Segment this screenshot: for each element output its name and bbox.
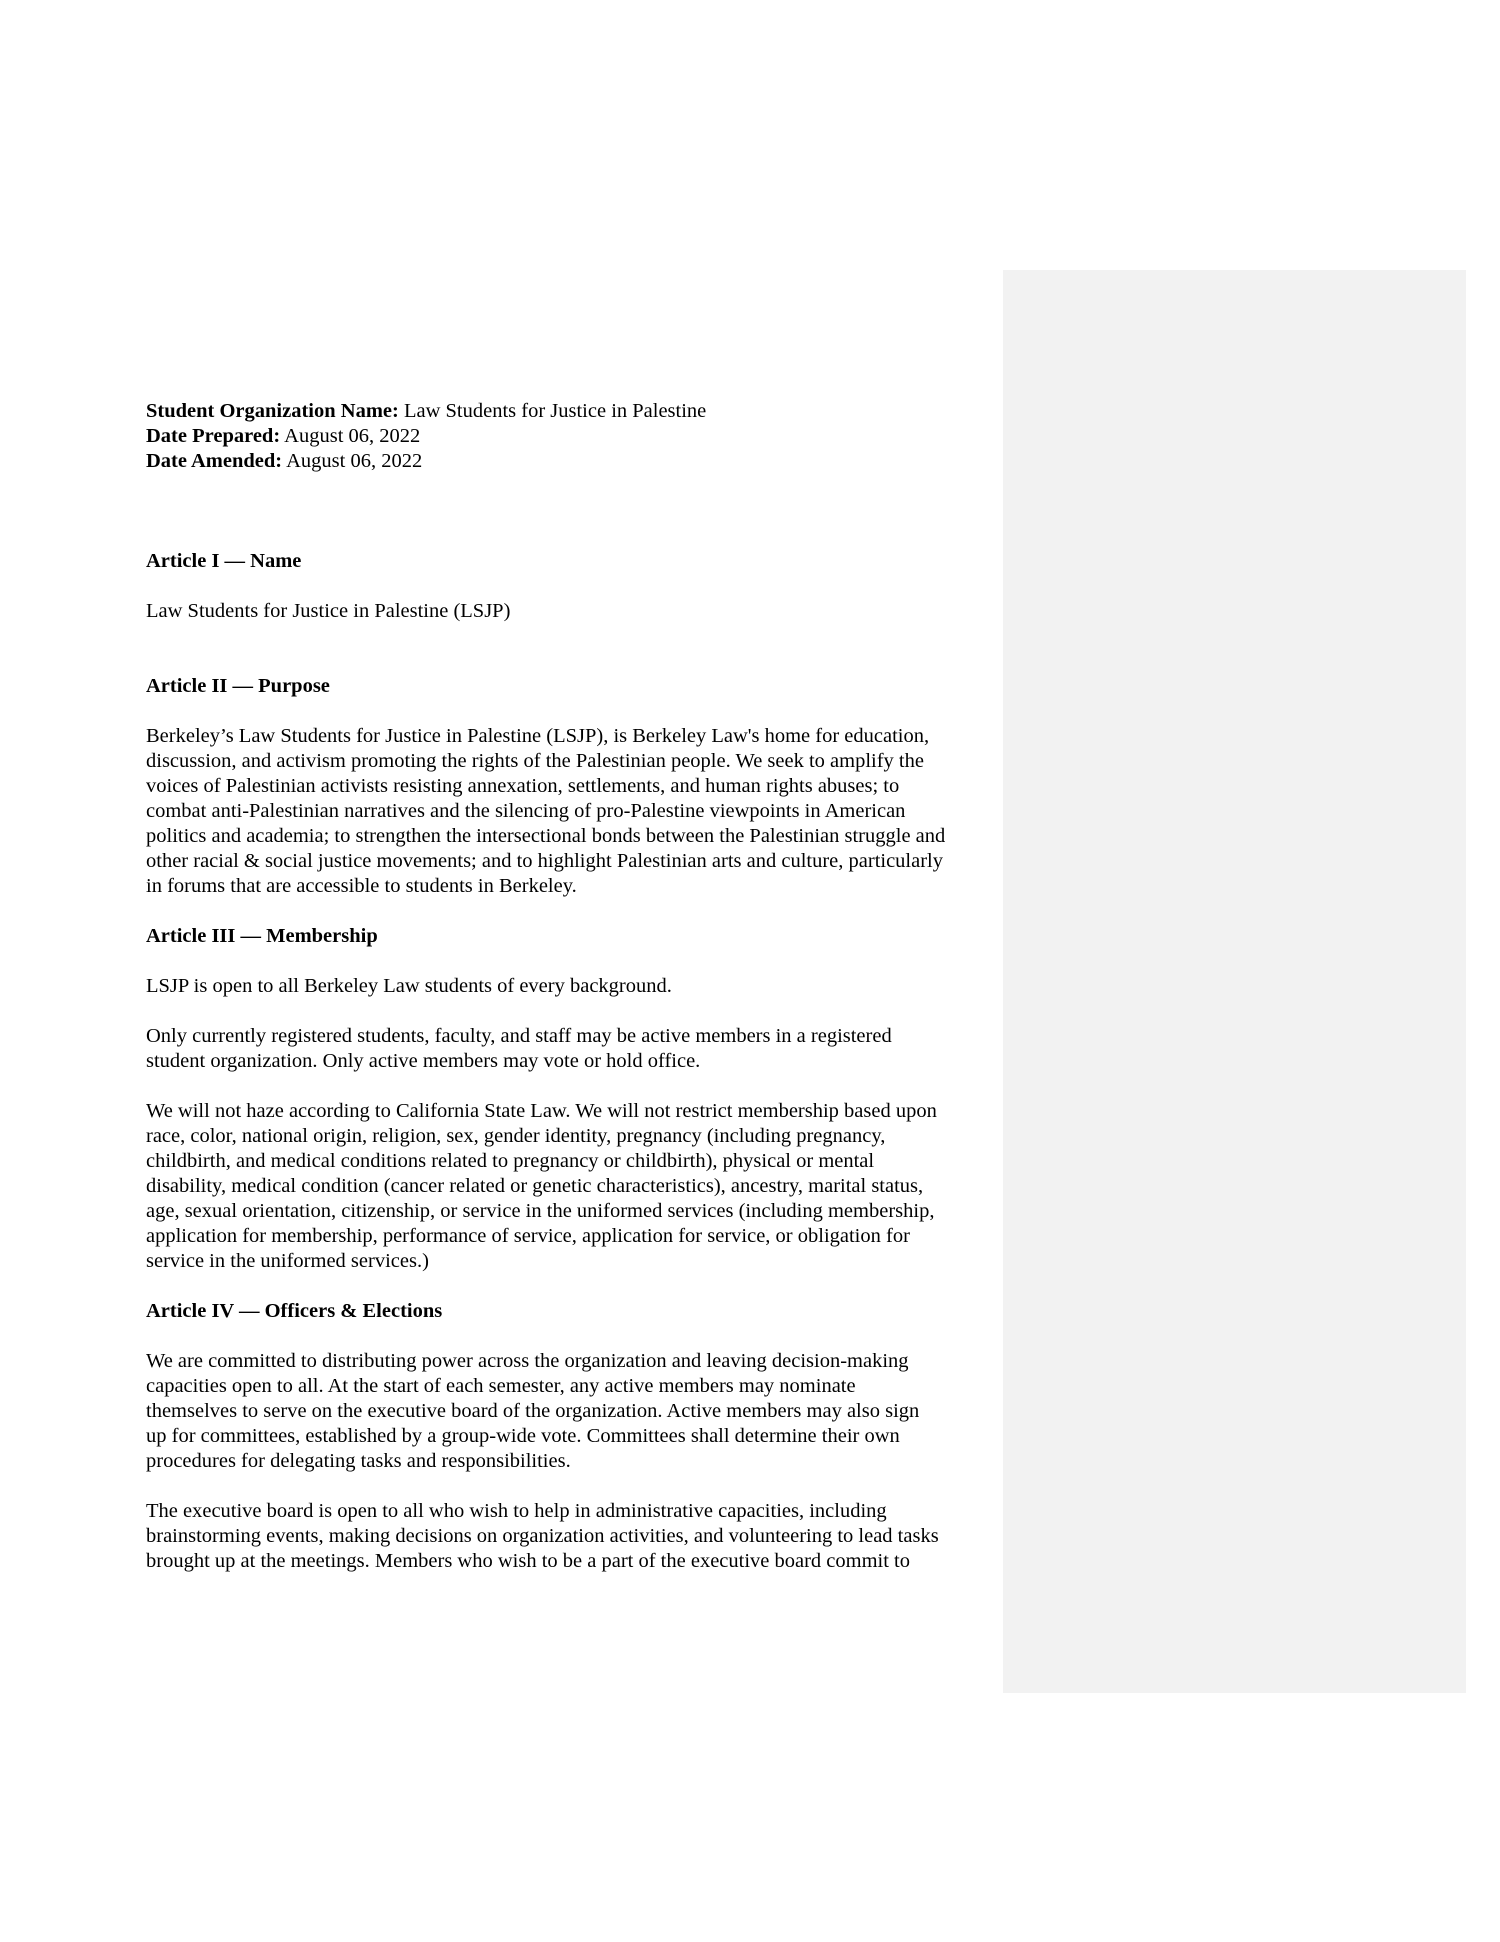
paragraph-line: application for membership, performance of service, application for service, or obligation for	[146, 1225, 910, 1247]
paragraph-line: brainstorming events, making decisions on organization activities, and volunteering to lead tasks	[146, 1525, 939, 1547]
paragraph-line: We will not haze according to California State Law. We will not restrict membership based upon	[146, 1100, 937, 1122]
article-paragraph	[146, 1099, 996, 1274]
org-name-label: Student Organization Name:	[146, 400, 399, 422]
date-prepared-line	[146, 424, 996, 449]
document-body	[146, 399, 996, 1574]
paragraph-line: childbirth, and medical conditions related to pregnancy or childbirth), physical or mental	[146, 1150, 875, 1172]
article-heading: Article III — Membership	[146, 925, 378, 947]
article-3	[146, 924, 996, 1274]
paragraph-line: discussion, and activism promoting the rights of the Palestinian people. We seek to amplify the	[146, 750, 924, 772]
paragraph-line: procedures for delegating tasks and responsibilities.	[146, 1450, 571, 1472]
date-prepared-label: Date Prepared:	[146, 425, 281, 447]
article-heading: Article II — Purpose	[146, 675, 330, 697]
comment-margin-panel	[1003, 270, 1466, 1693]
paragraph-line: brought up at the meetings. Members who wish to be a part of the executive board commit to	[146, 1550, 911, 1572]
paragraph-line: The executive board is open to all who wish to help in administrative capacities, including	[146, 1500, 887, 1522]
date-amended-value: August 06, 2022	[282, 450, 423, 472]
article-4	[146, 1299, 996, 1574]
paragraph-line: politics and academia; to strengthen the intersectional bonds between the Palestinian struggle and	[146, 825, 946, 847]
paragraph-line: age, sexual orientation, citizenship, or service in the uniformed services (including membership,	[146, 1200, 935, 1222]
paragraph-line: Law Students for Justice in Palestine (LSJP)	[146, 600, 511, 622]
date-amended-line	[146, 449, 996, 474]
document-header	[146, 399, 996, 474]
paragraph-line: We are committed to distributing power across the organization and leaving decision-making	[146, 1350, 909, 1372]
date-prepared-value: August 06, 2022	[280, 425, 421, 447]
paragraph-line: voices of Palestinian activists resisting annexation, settlements, and human rights abuses; to	[146, 775, 900, 797]
paragraph-line: race, color, national origin, religion, sex, gender identity, pregnancy (including pregnancy,	[146, 1125, 886, 1147]
paragraph-line: capacities open to all. At the start of each semester, any active members may nominate	[146, 1375, 856, 1397]
article-paragraph	[146, 1499, 996, 1574]
article-heading: Article I — Name	[146, 550, 302, 572]
article-2	[146, 674, 996, 899]
article-heading: Article IV — Officers & Elections	[146, 1300, 443, 1322]
org-name-value: Law Students for Justice in Palestine	[398, 400, 707, 422]
article-paragraph	[146, 1024, 996, 1074]
article-paragraph	[146, 974, 996, 999]
paragraph-line: combat anti-Palestinian narratives and the silencing of pro-Palestine viewpoints in American	[146, 800, 906, 822]
paragraph-line: Only currently registered students, faculty, and staff may be active members in a registered	[146, 1025, 892, 1047]
paragraph-line: Berkeley’s Law Students for Justice in Palestine (LSJP), is Berkeley Law's home for education,	[146, 725, 930, 747]
paragraph-line: themselves to serve on the executive board of the organization. Active members may also sign	[146, 1400, 920, 1422]
paragraph-line: disability, medical condition (cancer related or genetic characteristics), ancestry, marital status,	[146, 1175, 924, 1197]
paragraph-line: LSJP is open to all Berkeley Law students of every background.	[146, 975, 672, 997]
paragraph-line: service in the uniformed services.)	[146, 1250, 429, 1272]
paragraph-line: in forums that are accessible to students in Berkeley.	[146, 875, 577, 897]
article-paragraph	[146, 599, 996, 624]
paragraph-line: up for committees, established by a group-wide vote. Committees shall determine their own	[146, 1425, 900, 1447]
article-1	[146, 549, 996, 624]
paragraph-line: other racial & social justice movements; and to highlight Palestinian arts and culture, particularly	[146, 850, 943, 872]
paragraph-line: student organization. Only active members may vote or hold office.	[146, 1050, 701, 1072]
article-paragraph	[146, 724, 996, 899]
article-paragraph	[146, 1349, 996, 1474]
org-name-line	[146, 399, 996, 424]
date-amended-label: Date Amended:	[146, 450, 283, 472]
